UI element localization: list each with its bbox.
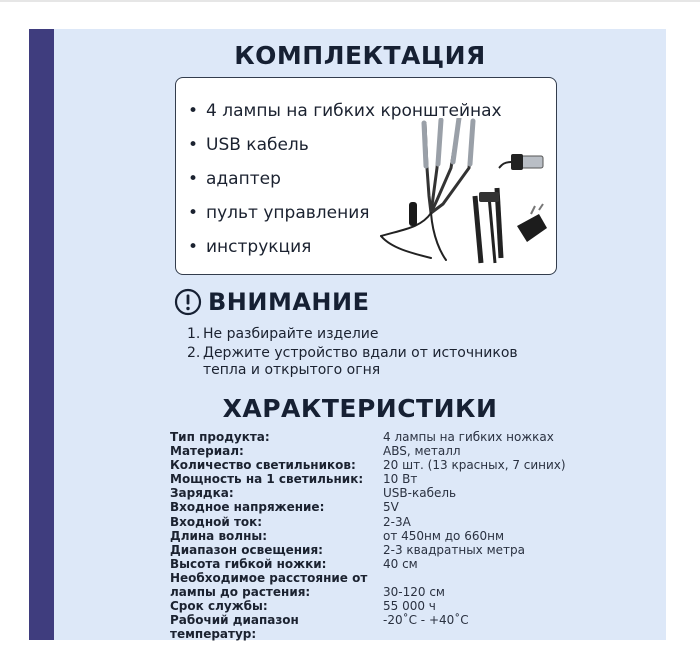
power-adapter-image xyxy=(517,204,547,242)
spec-row: Входной ток: 2-3A xyxy=(170,514,411,529)
bullet-icon: • xyxy=(188,101,199,121)
specs-title: ХАРАКТЕРИСТИКИ xyxy=(222,394,498,423)
top-border xyxy=(0,0,700,2)
spec-row: Тип продукта: 4 лампы на гибких ножках xyxy=(170,430,554,444)
product-info-panel xyxy=(29,29,666,640)
warning-rule: 2. Держите устройство вдали от источников тепла и открытого огня xyxy=(187,345,518,378)
spec-row: Количество светильников: 20 шт. (13 красных, 7 синих) xyxy=(170,458,566,473)
usb-cable-image xyxy=(499,154,543,170)
spec-row: Материал: ABS, металл xyxy=(170,444,461,459)
spec-row: Зарядка: USB-кабель xyxy=(170,486,457,501)
kit-item: • USB кабель xyxy=(188,128,502,162)
lamp-arms-image xyxy=(381,118,473,260)
clip-stand-image xyxy=(475,188,501,263)
kit-item: • адаптер xyxy=(188,162,502,196)
kit-item: • 4 лампы на гибких кронштейнах xyxy=(188,94,502,128)
warning-list xyxy=(187,326,533,379)
bullet-icon: • xyxy=(188,169,199,189)
product-kit-illustration xyxy=(371,118,551,268)
accent-stripe xyxy=(29,29,54,640)
spec-row: Входное напряжение: 5V xyxy=(170,500,399,515)
spec-row: Мощность на 1 светильник: 10 Вт xyxy=(170,472,418,487)
spec-row: Срок службы: 55 000 ч xyxy=(170,599,436,614)
spec-row: Рабочий диапазон температур: -20˚C - +40˚C xyxy=(170,613,469,642)
spec-row: Диапазон освещения: 2-3 квадратных метра xyxy=(170,542,525,557)
exclamation-circle-icon xyxy=(174,288,202,316)
kit-item: • пульт управления xyxy=(188,196,502,230)
warning-rule: 1. Не разбирайте изделие xyxy=(187,326,379,342)
spec-row: Длина волны: от 450нм до 660нм xyxy=(170,528,505,543)
bullet-icon: • xyxy=(188,237,199,257)
kit-card xyxy=(175,77,557,275)
kit-title: КОМПЛЕКТАЦИЯ xyxy=(234,41,486,70)
kit-item: • инструкция xyxy=(188,230,502,264)
bullet-icon: • xyxy=(188,135,199,155)
bullet-icon: • xyxy=(188,203,199,223)
warning-title: ВНИМАНИЕ xyxy=(208,288,370,316)
spec-row: Необходимое расстояние от лампы до растения: 30-120 см xyxy=(170,570,445,600)
specs-table xyxy=(170,430,640,641)
spec-row: Высота гибкой ножки: 40 см xyxy=(170,556,418,571)
